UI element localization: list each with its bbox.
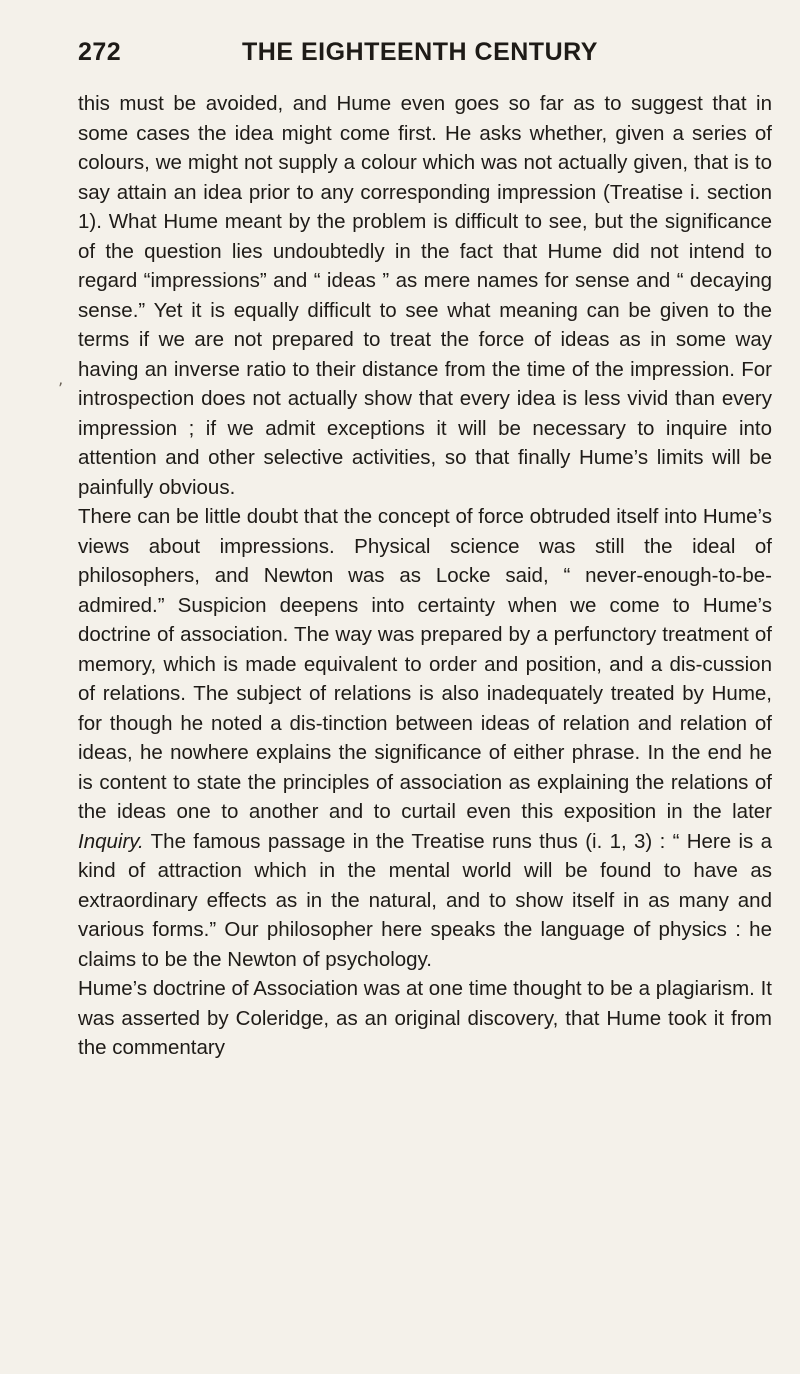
- italic-title: Inquiry.: [78, 829, 144, 853]
- paragraph-text: There can be little doubt that the concept of force obtruded itself into Hume’s views about impressions. Physical science was still the ideal of philosophers, and Newton was as Locke said, “ never-enough-to-be-admired.” Suspicion deepens into certainty when we come to Hume’s doctrine of association. The way was prepared by a perfunctory treatment of memory, which is made equivalent to order and position, and a dis-cussion of relations. The subject of relations is also inadequately treated by Hume, for though he noted a dis-tinction between ideas of relation and relation of ideas, he nowhere explains the significance of either phrase. In the end he is content to state the principles of association as explaining the relations of the ideas one to another and to curtail even this exposition in the later: [78, 505, 772, 823]
- margin-mark: ’: [58, 379, 64, 398]
- paragraph: [78, 502, 772, 974]
- body-text: [78, 89, 772, 1063]
- paragraph-text: The famous passage in the Treatise runs thus (i. 1, 3) : “ Here is a kind of attraction which in the mental world will be found to have as extraordinary effects as in the natural, and to show itself in as many and various forms.” Our philosopher here speaks the language of physics : he claims to be the Newton of psychology.: [78, 829, 772, 971]
- paragraph: this must be avoided, and Hume even goes so far as to suggest that in some cases the idea might come first. He asks whether, given a series of colours, we might not supply a colour which was not actually given, that is to say attain an idea prior to any corresponding impression (Treatise i. section 1). What Hume meant by the problem is difficult to see, but the significance of the question lies undoubtedly in the fact that Hume did not intend to regard “impressions” and “ ideas ” as mere names for sense and “ decaying sense.” Yet it is equally difficult to see what meaning can be given to the terms if we are not prepared to treat the force of ideas as in some way having an inverse ratio to their distance from the time of the impression. For introspection does not actually show that every idea is less vivid than every impression ; if we admit exceptions it will be necessary to inquire into attention and other selective activities, so that finally Hume’s limits will be painfully obvious.: [78, 92, 772, 499]
- page-header: [78, 38, 770, 74]
- page-number: 272: [78, 38, 122, 66]
- running-head: THE EIGHTEENTH CENTURY: [242, 38, 598, 66]
- paragraph: Hume’s doctrine of Association was at one time thought to be a plagiarism. It was asserted by Coleridge, as an original discovery, that Hume took it from the commentary: [78, 977, 772, 1059]
